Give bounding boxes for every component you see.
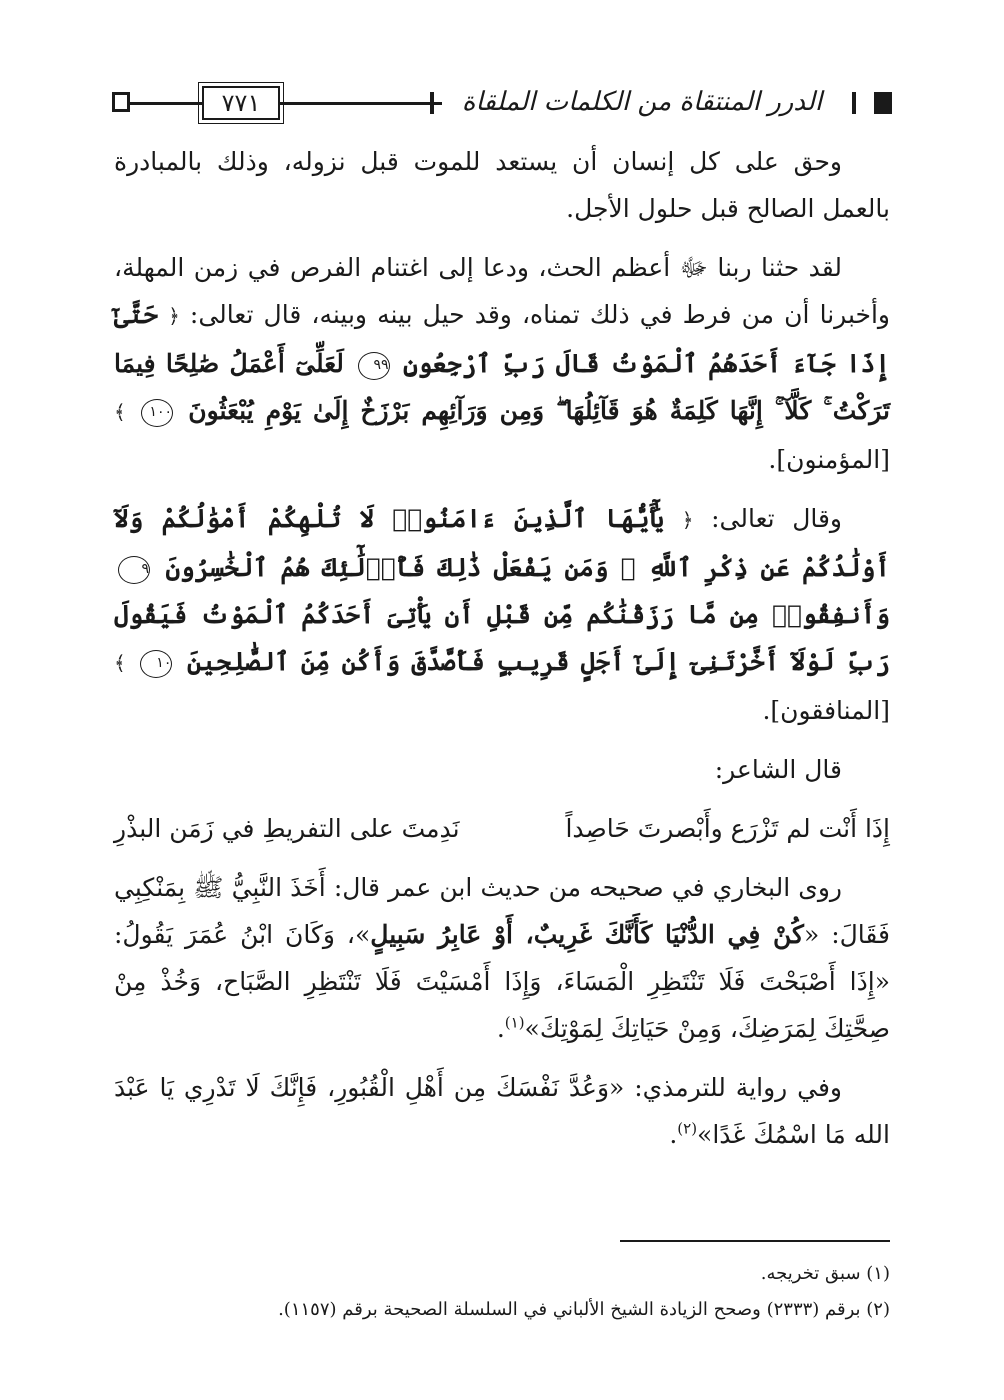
verse-number: ١٠	[140, 650, 172, 678]
quran-bracket-close-icon: ﴾	[114, 400, 126, 424]
header-ornament-square-outline	[112, 92, 130, 112]
quran-bracket-open-icon: ﴿	[168, 304, 180, 328]
paragraph	[114, 138, 890, 232]
quran-bracket-open-icon: ﴿	[681, 508, 694, 532]
paragraph	[114, 495, 890, 734]
paragraph-text: »، وَكَانَ ابْنُ عُمَرَ يَقُولُ: «إِذَا أَصْبَحْتَ فَلَا تَنْتَظِرِ الْمَسَاءَ، وَإِذَا أَمْسَيْتَ فَلَا تَنْتَظِرِ الصَّبَاح، وَخُذْ مِنْ صِحَّتِكَ لِمَرَضِكَ، وَمِنْ حَيَاتِكَ لِمَوْتِكَ»	[114, 920, 890, 1043]
paragraph-text: وقال تعالى:	[711, 504, 843, 533]
book-title: الدرر المنتقاة من الكلمات الملقاة	[442, 82, 842, 122]
surah-reference: [المؤمنون].	[768, 445, 890, 474]
page-body	[114, 138, 890, 1170]
verse-number: ١٠٠	[141, 399, 173, 427]
paragraph: روى البخاري في صحيحه من حديث ابن عمر قال: أَخَذَ النَّبِيُّ ﷺ بِمَنْكِبِي فَقَالَ: «كُنْ فِي الدُّنْيَا كَأَنَّكَ غَرِيبٌ، أَوْ عَابِرُ سَبِيلٍ»، وَكَانَ ابْنُ عُمَرَ يَقُولُ: «إِذَا أَصْبَحْتَ فَلَا تَنْتَظِرِ الْمَسَاءَ، وَإِذَا أَمْسَيْتَ فَلَا تَنْتَظِرِ الصَّبَاح، وَخُذْ مِنْ صِحَّتِكَ لِمَرَضِكَ، وَمِنْ حَيَاتِكَ لِمَوْتِكَ»$^{(١)}$.	[114, 873, 891, 1043]
header-ornament-square-filled	[874, 92, 892, 114]
paragraph-text: وحق على كل إنسان أن يستعد للموت قبل نزوله، وذلك بالمبادرة بالعمل الصالح قبل حلول الأجل.	[114, 147, 890, 223]
quran-verse: لَعَلِّىٓ أَعْمَلُ صَٰلِحًا فِيمَا تَرَكْتُ ۚ كَلَّآ ۚ إِنَّهَا كَلِمَةٌ هُوَ قَآئِلُهَا ۖ وَمِن وَرَآئِهِم بَرْزَخٌ إِلَىٰ يَوْمِ يُبْعَثُونَ	[114, 349, 891, 425]
hadith-text: كُنْ فِي الدُّنْيَا كَأَنَّكَ غَرِيبٌ، أَوْ عَابِرُ سَبِيلٍ	[370, 920, 804, 949]
poem-hemistich-first: إِذَا أَنْت لم تَزْرَع وأَبْصرتَ حَاصِداً	[565, 814, 890, 843]
footnotes	[114, 1256, 890, 1328]
paragraph-text: روى البخاري في صحيحه من حديث ابن عمر قال: أَخَذَ النَّبِيُّ ﷺ بِمَنْكِبِي فَقَالَ: «	[114, 873, 891, 949]
page-header	[112, 84, 892, 124]
footnote: (٢) برقم (٢٣٣٣) وصحح الزيادة الشيخ الألباني في السلسلة الصحيحة برقم (١١٥٧).	[278, 1299, 890, 1320]
footnote-ref[interactable]: (١)	[504, 1013, 525, 1032]
poem-verse	[114, 805, 890, 852]
poem-hemistich-second: نَدِمتَ على التفريطِ في زَمَن البذْرِ	[114, 814, 460, 843]
surah-reference: [المنافقون].	[762, 696, 890, 725]
paragraph	[114, 746, 890, 793]
footnote-ref[interactable]: (٢)	[677, 1119, 698, 1138]
paragraph: وفي رواية للترمذي: «وَعُدَّ نَفْسَكَ مِن أَهْلِ الْقُبُورِ، فَإِنَّكَ لَا تَدْرِي يَا عَبْدَ الله مَا اسْمُكَ غَدًا»$^{(٢)}$.	[114, 1073, 890, 1149]
verse-number: ٩	[118, 556, 150, 584]
quran-verse: حَتَّىٰٓ إِذَا جَآءَ أَحَدَهُمُ ٱلْمَوْتُ قَالَ رَبِّ ٱرْجِعُونِ	[114, 300, 890, 378]
quran-verse: وَأَنفِقُوا۟ مِن مَّا رَزَقْنَٰكُم مِّن قَبْلِ أَن يَأْتِىَ أَحَدَكُمُ ٱلْمَوْتُ فَيَقُولَ رَبِّ لَوْلَآ أَخَّرْتَنِىٓ إِلَىٰٓ أَجَلٍ قَرِيبٍ فَأَصَّدَّقَ وَأَكُن مِّنَ ٱلصَّٰلِحِينَ	[114, 600, 890, 676]
header-ornament-bar	[852, 92, 856, 114]
paragraph-text: لقد حثنا ربنا ﷻ أعظم الحث، ودعا إلى اغتنام الفرص في زمن المهلة، وأخبرنا أن من فرط في ذلك تمناه، وقد حيل بينه وبينه، قال تعالى:	[114, 253, 890, 329]
poet-intro: قال الشاعر:	[714, 755, 842, 784]
footnote-separator	[620, 1240, 890, 1242]
page-number: ٧٧١	[202, 86, 280, 120]
quran-verse: يَٰٓأَيُّهَا ٱلَّذِينَ ءَامَنُوا۟ لَا تُلْهِكُمْ أَمْوَٰلُكُمْ وَلَآ أَوْلَٰدُكُمْ عَن ذِكْرِ ٱللَّهِ ۚ وَمَن يَفْعَلْ ذَٰلِكَ فَأُو۟لَٰٓئِكَ هُمُ ٱلْخَٰسِرُونَ	[114, 504, 890, 582]
footnote: (١) سبق تخريجه.	[760, 1263, 890, 1284]
paragraph-text: وفي رواية للترمذي: «وَعُدَّ نَفْسَكَ مِن أَهْلِ الْقُبُورِ، فَإِنَّكَ لَا تَدْرِي يَا عَبْدَ الله مَا اسْمُكَ غَدًا»	[114, 1073, 890, 1149]
quran-bracket-close-icon: ﴾	[114, 651, 126, 675]
paragraph	[114, 244, 890, 483]
header-ornament-bar	[430, 92, 434, 114]
verse-number: ٩٩	[358, 352, 390, 380]
